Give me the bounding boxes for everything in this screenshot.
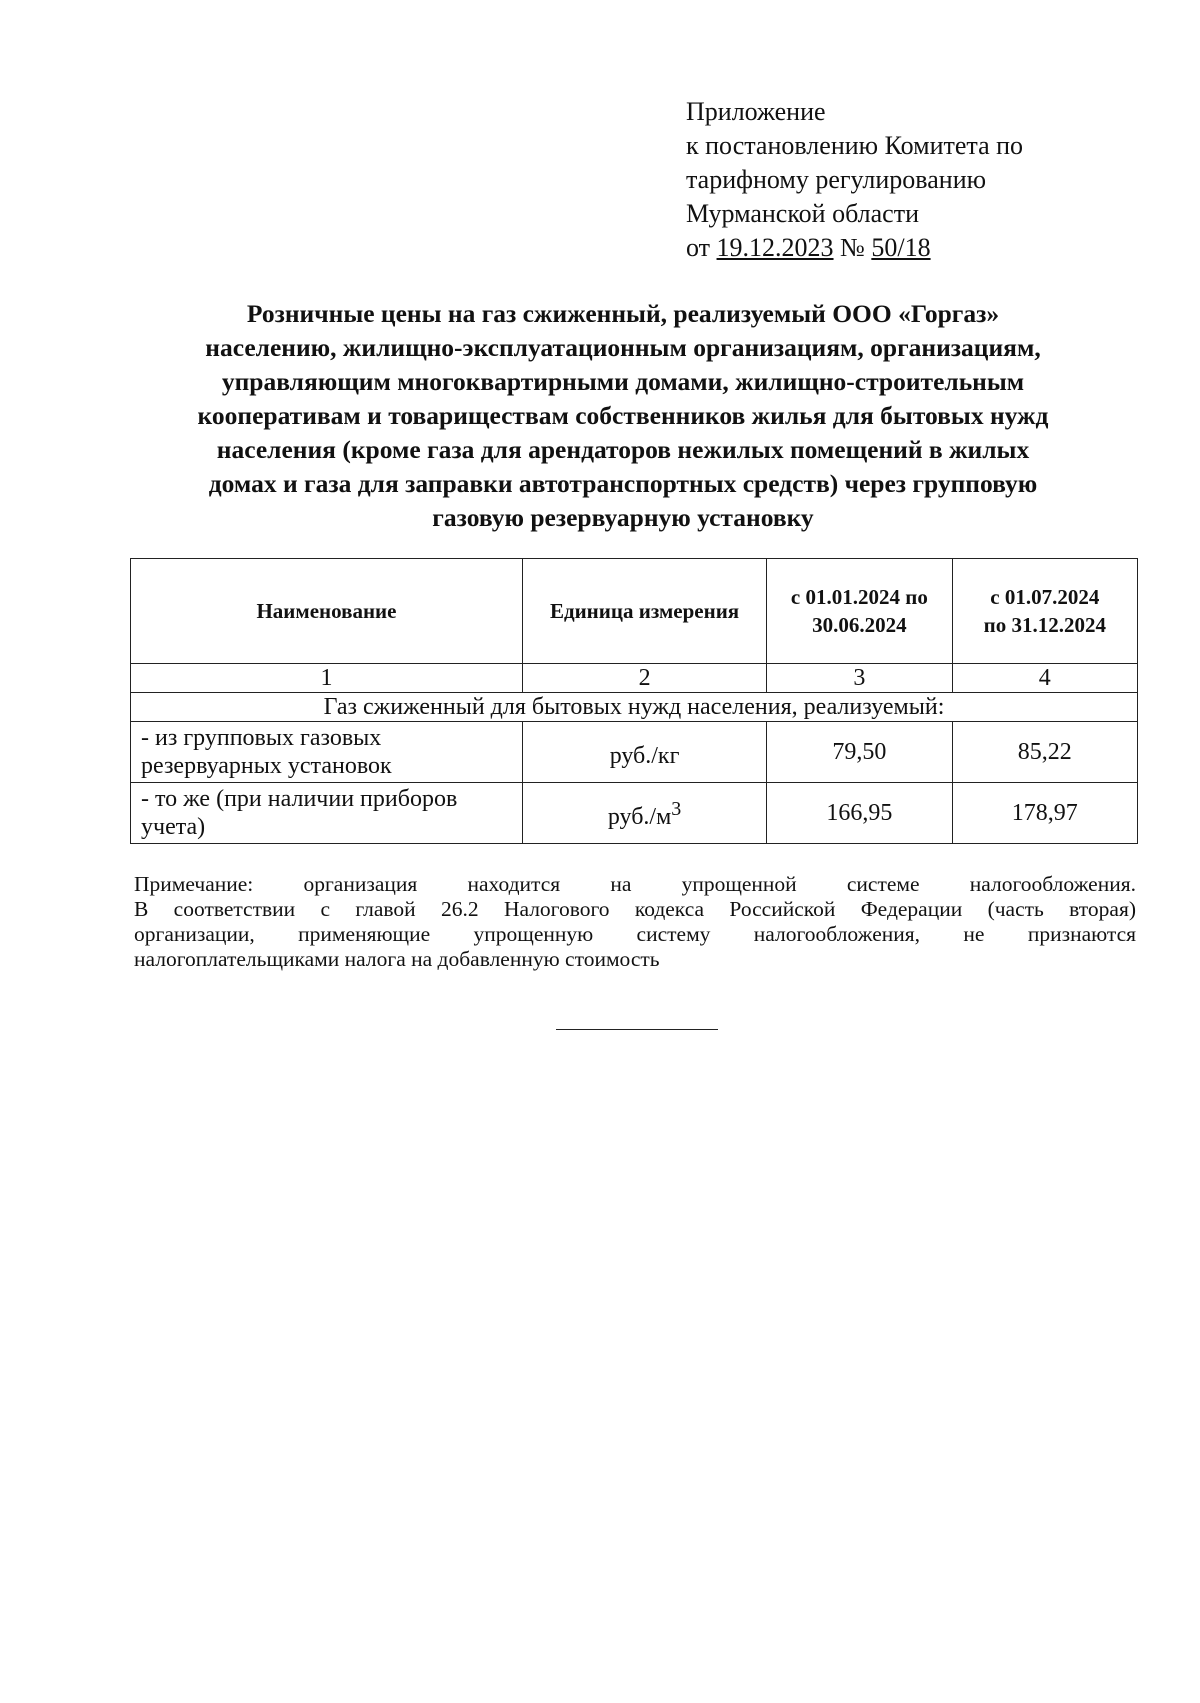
header-period-2-to: по 31.12.2024 [983,613,1106,637]
row-name-line: учета) [141,814,206,840]
date-prefix: от [686,233,717,262]
header-period-2-from: с 01.07.2024 [990,585,1100,609]
footnote [134,872,1136,972]
row-name-line: резервуарных установок [141,753,392,779]
section-label: Газ сжиженный для бытовых нужд населения, реализуемый: [131,693,1138,722]
footnote-line: В соответствии с главой 26.2 Налогового кодекса Российской Федерации (часть вторая) [134,897,1136,921]
row-unit-text: руб./кг [609,743,680,769]
row-unit-sup: 3 [671,798,682,820]
header-period-1-from: с 01.01.2024 по [790,585,928,609]
row-price-period-1: 166,95 [767,783,952,844]
price-table [130,558,1138,844]
header-unit: Единица измерения [522,559,766,664]
footnote-line: налогоплательщиками налога на добавленную стоимость [134,947,660,971]
header-period-1-to: 30.06.2024 [812,613,907,637]
header-name: Наименование [131,559,523,664]
row-name [131,722,523,783]
table-row [131,722,1138,783]
table-header-row [131,559,1138,664]
row-price-period-1: 79,50 [767,722,952,783]
title-line: газовую резервуарную установку [432,503,814,532]
appendix-date-line [686,231,1146,265]
row-name [131,783,523,844]
row-price-period-2: 85,22 [952,722,1137,783]
table-row [131,783,1138,844]
row-unit-text: руб./м [607,804,672,830]
number-prefix: № [833,233,872,262]
column-number-row [131,664,1138,693]
column-number: 2 [522,664,766,693]
header-period-2 [952,559,1137,664]
title-line: управляющим многоквартирными домами, жилищно-строительным [221,367,1025,396]
appendix-header [686,95,1146,265]
row-unit [522,722,766,783]
title-line: кооперативам и товариществам собственников жилья для бытовых нужд [197,401,1049,430]
closing-rule [556,1029,718,1030]
row-price-period-2: 178,97 [952,783,1137,844]
footnote-line: Примечание: организация находится на упрощенной системе налогообложения. [134,872,1136,896]
section-row [131,693,1138,722]
footnote-line: организации, применяющие упрощенную систему налогообложения, не признаются [134,922,1136,946]
row-name-line: - то же (при наличии приборов [141,786,458,812]
appendix-line-4: Мурманской области [686,199,919,228]
title-line: Розничные цены на газ сжиженный, реализуемый ООО «Горгаз» [246,299,1000,328]
title-line: домах и газа для заправки автотранспортных средств) через групповую [208,469,1038,498]
appendix-line-2: к постановлению Комитета по [686,131,1024,160]
appendix-line-1: Приложение [686,97,826,126]
column-number: 1 [131,664,523,693]
document-title [128,297,1118,535]
resolution-number: 50/18 [871,233,931,262]
row-unit [522,783,766,844]
row-name-line: - из групповых газовых [141,725,382,751]
appendix-line-3: тарифному регулированию [686,165,987,194]
column-number: 3 [767,664,952,693]
title-line: населения (кроме газа для арендаторов нежилых помещений в жилых [216,435,1030,464]
resolution-date: 19.12.2023 [716,233,834,262]
title-line: населению, жилищно-эксплуатационным организациям, организациям, [205,333,1041,362]
column-number: 4 [952,664,1137,693]
header-period-1 [767,559,952,664]
